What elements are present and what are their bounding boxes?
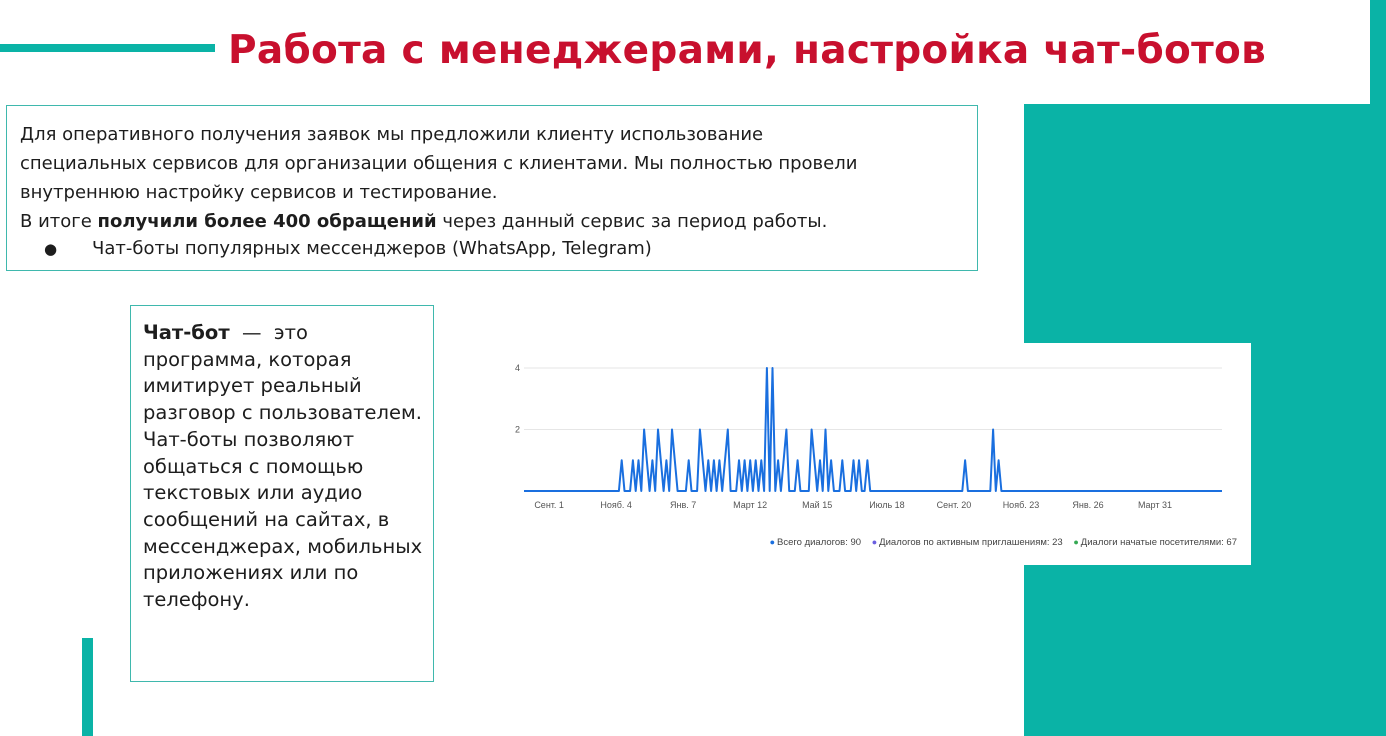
intro-line-3: внутреннюю настройку сервисов и тестирование. bbox=[20, 182, 498, 203]
x-tick-label-3: Март 12 bbox=[733, 500, 768, 510]
page-title: Работа с менеджерами, настройка чат-ботов bbox=[228, 28, 1267, 73]
legend-dot-invites-icon: ● bbox=[871, 537, 878, 547]
definition-term: Чат-бот bbox=[143, 321, 230, 344]
x-tick-label-2: Янв. 7 bbox=[670, 500, 697, 510]
intro-line-2: специальных сервисов для организации общения с клиентами. Мы полностью провели bbox=[20, 153, 858, 174]
legend-dot-total-icon: ● bbox=[769, 537, 776, 547]
bullet-text: Чат-боты популярных мессенджеров (WhatsApp, Telegram) bbox=[92, 238, 652, 259]
legend-label-visitors: Диалоги начатые посетителями: 67 bbox=[1080, 537, 1237, 548]
y-tick-label-2: 2 bbox=[514, 424, 520, 435]
result-highlight: получили более 400 обращений bbox=[97, 211, 437, 232]
x-tick-label-4: Май 15 bbox=[802, 500, 833, 510]
intro-line-1: Для оперативного получения заявок мы предложили клиенту использование bbox=[20, 124, 764, 145]
result-prefix: В итоге bbox=[20, 211, 98, 232]
bullet-item bbox=[20, 237, 965, 261]
y-tick-label-4: 4 bbox=[514, 363, 520, 373]
x-tick-label-9: Март 31 bbox=[1137, 500, 1173, 510]
x-tick-label-7: Нояб. 23 bbox=[1002, 500, 1040, 510]
definition-box bbox=[130, 305, 434, 682]
bottom-accent-line bbox=[82, 638, 93, 736]
x-tick-label-6: Сент. 20 bbox=[936, 500, 972, 510]
chart-legend bbox=[496, 537, 1237, 548]
intro-result bbox=[20, 207, 965, 236]
x-tick-label-0: Сент. 1 bbox=[534, 500, 564, 510]
legend-dot-visitors-icon: ● bbox=[1073, 537, 1079, 547]
definition-text bbox=[143, 320, 425, 614]
result-suffix: через данный сервис за период работы. bbox=[436, 211, 828, 232]
x-tick-label-8: Янв. 26 bbox=[1072, 500, 1104, 510]
chart-panel bbox=[496, 343, 1251, 565]
x-tick-label-1: Нояб. 4 bbox=[600, 500, 632, 510]
dialog-chart bbox=[496, 343, 1251, 533]
x-tick-label-5: Июль 18 bbox=[869, 500, 905, 510]
legend-item-invites bbox=[872, 537, 1063, 548]
intro-text-box bbox=[6, 105, 978, 271]
legend-item-visitors bbox=[1073, 537, 1237, 548]
legend-item-total bbox=[770, 537, 862, 548]
title-accent-line bbox=[0, 44, 215, 52]
legend-label-invites: Диалогов по активным приглашениям: 23 bbox=[879, 537, 1063, 548]
bullet-dot-icon: ● bbox=[44, 240, 58, 258]
definition-body: программа, которая имитирует реальный разговор с пользователем. Чат-боты позволяют общаться с помощью текстовых или аудио сообщений на сайтах, в мессенджерах, мобильных приложениях или по телефону. bbox=[143, 347, 423, 612]
legend-label-total: Всего диалогов: 90 bbox=[777, 537, 862, 548]
definition-dash: — это bbox=[229, 321, 308, 344]
